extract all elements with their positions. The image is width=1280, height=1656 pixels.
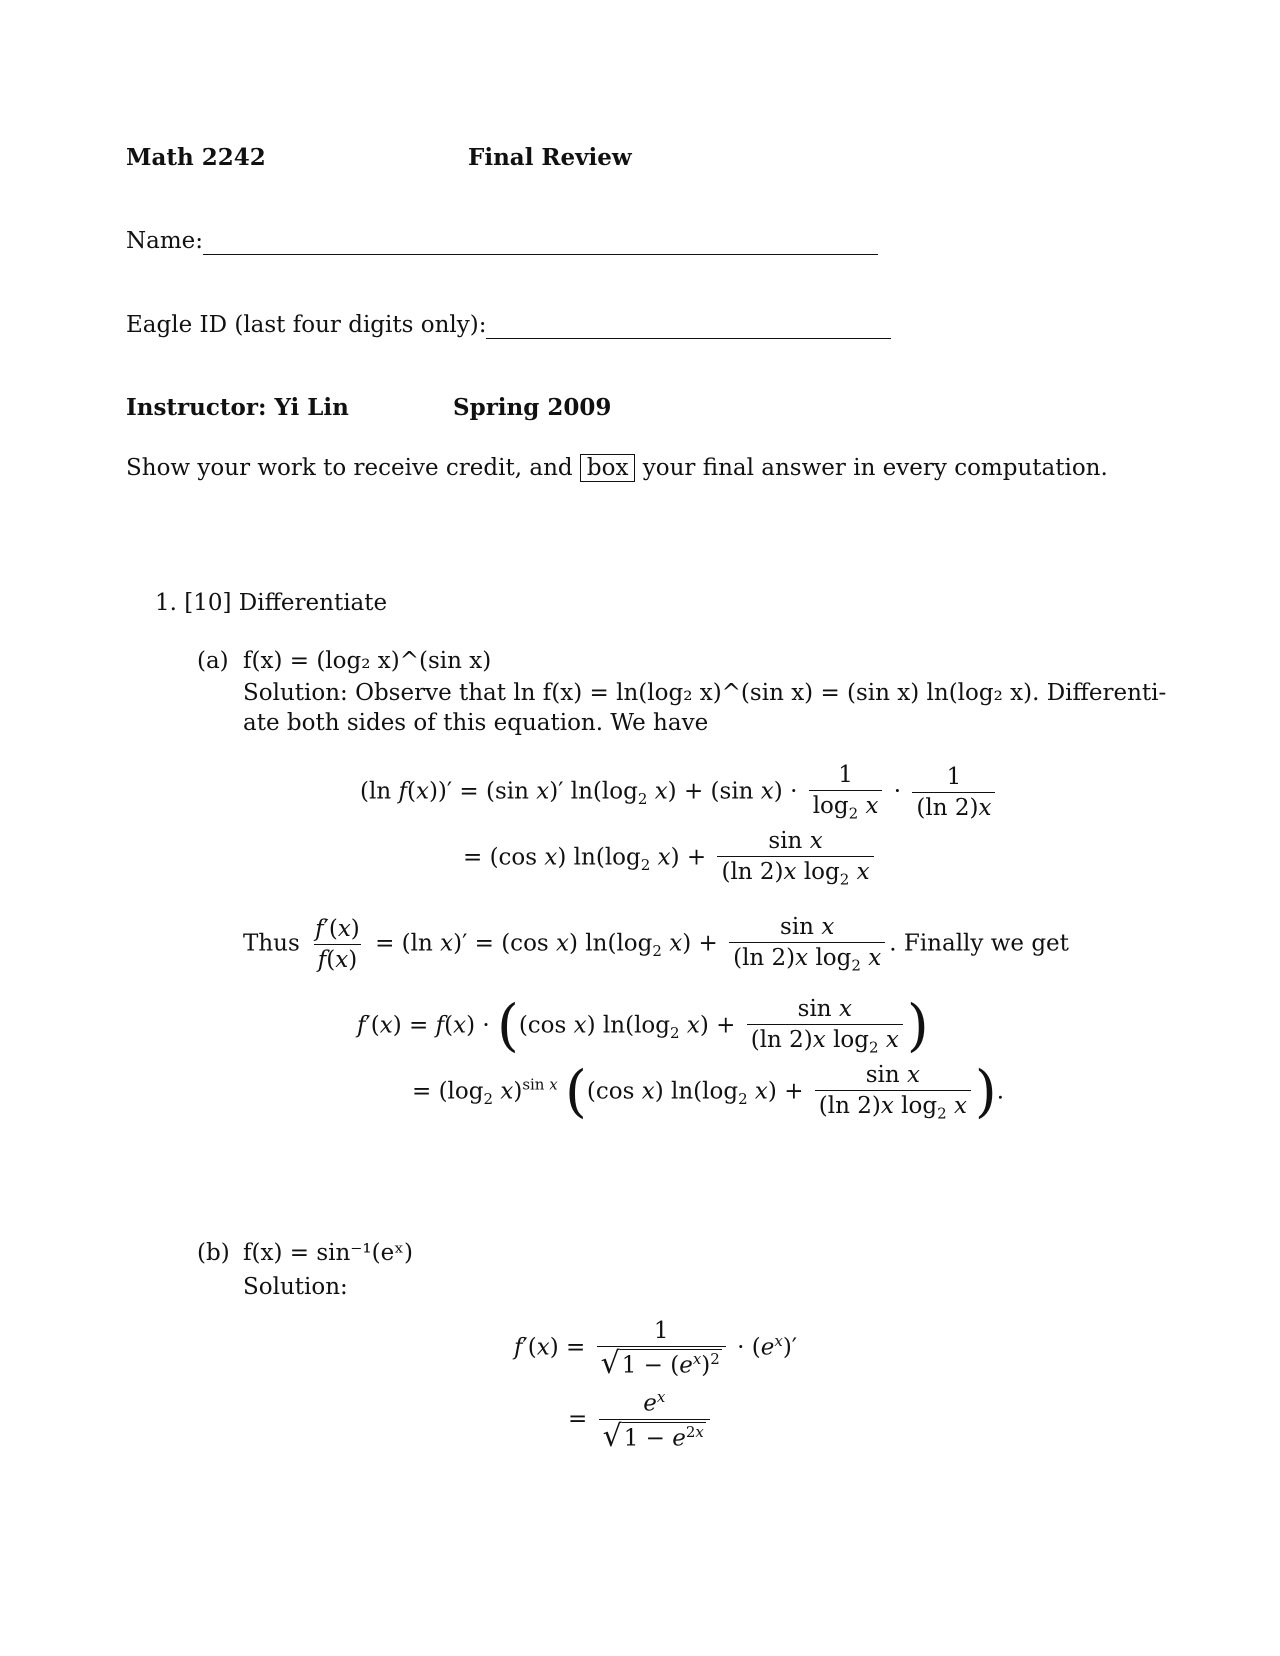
equation-f-prime-a: f′(x) = f(x) · ((cos x) $\ln(\log_2$ x) + $\frac{\text{sin x}}{(\ln 2)x \log_2 x}$ ) [357,993,929,1059]
eagle-id-label: Eagle ID (last four digits only): [126,312,487,338]
thus-line: Thus $\frac{f'(x)}{f(x)}$ = (ln x)′ = (cos x) $\ln(\log_2$ x) + $\frac{\text{sin x}}{(\ln 2)x \log_2 x}$ . Finally we get [243,914,1069,975]
part-b-statement: f(x) = sin⁻¹(eˣ) [243,1240,413,1266]
name-label: Name: [126,228,204,254]
part-b-solution-label: Solution: [243,1274,348,1300]
name-field[interactable] [126,228,878,255]
equation-f-prime-b-final: = $e^x$ √ $1 - e^{2x}$ [568,1388,714,1452]
part-a-label: (a) [197,648,229,674]
equation-derivative-log-simplified: = (cos x) $\ln(\log_2$ x) + $\frac{\text{sin x}}{(\ln 2)x \log_2 x}$ [463,828,878,889]
instructions [126,455,1108,481]
term: Spring 2009 [453,394,612,421]
equation-derivative-log: (ln f(x))′ = (sin x)′ $\ln(\log_2$ x) + (sin x) · $\frac{1}{\log_2 x}$ · $\frac{1}{(\ln 2)x}$ [360,762,999,823]
instructor-name: Instructor: Yi Lin [126,394,349,421]
instructions-pre: Show your work to receive credit, and [126,455,573,481]
eagle-id-blank-line[interactable] [486,312,891,339]
part-a-solution-line-2: ate both sides of this equation. We have [243,710,709,736]
thus-word: Thus [243,930,300,957]
finally-text: . Finally we get [889,930,1069,957]
instructions-post: your final answer in every computation. [642,455,1108,481]
problem-1-heading: 1. [10] Differentiate [155,590,388,616]
document-title: Final Review [468,144,632,171]
equation-f-prime-a-final: = ($\log_2$ x)$^{sin x}$ ((cos x) $\ln(\log_2$ x) + $\frac{\text{sin x}}{(\ln 2)x \log_2 x}$ ). [412,1059,1005,1125]
part-b-label: (b) [197,1240,230,1266]
equation-f-prime-b: f′(x) = 1 √ $1 - (e^x)^2$ · $(e^x)'$ [514,1318,798,1381]
eagle-id-field[interactable] [126,312,891,339]
part-a-statement: f(x) = (log₂ x)^(sin x) [243,648,492,674]
name-blank-line[interactable] [203,228,878,255]
part-a-solution-line-1: Solution: Observe that ln f(x) = ln(log₂ x)^(sin x) = (sin x) ln(log₂ x). Differenti- [243,680,1167,706]
course-title: Math 2242 [126,144,266,171]
instructions-box-word: box [580,454,636,482]
